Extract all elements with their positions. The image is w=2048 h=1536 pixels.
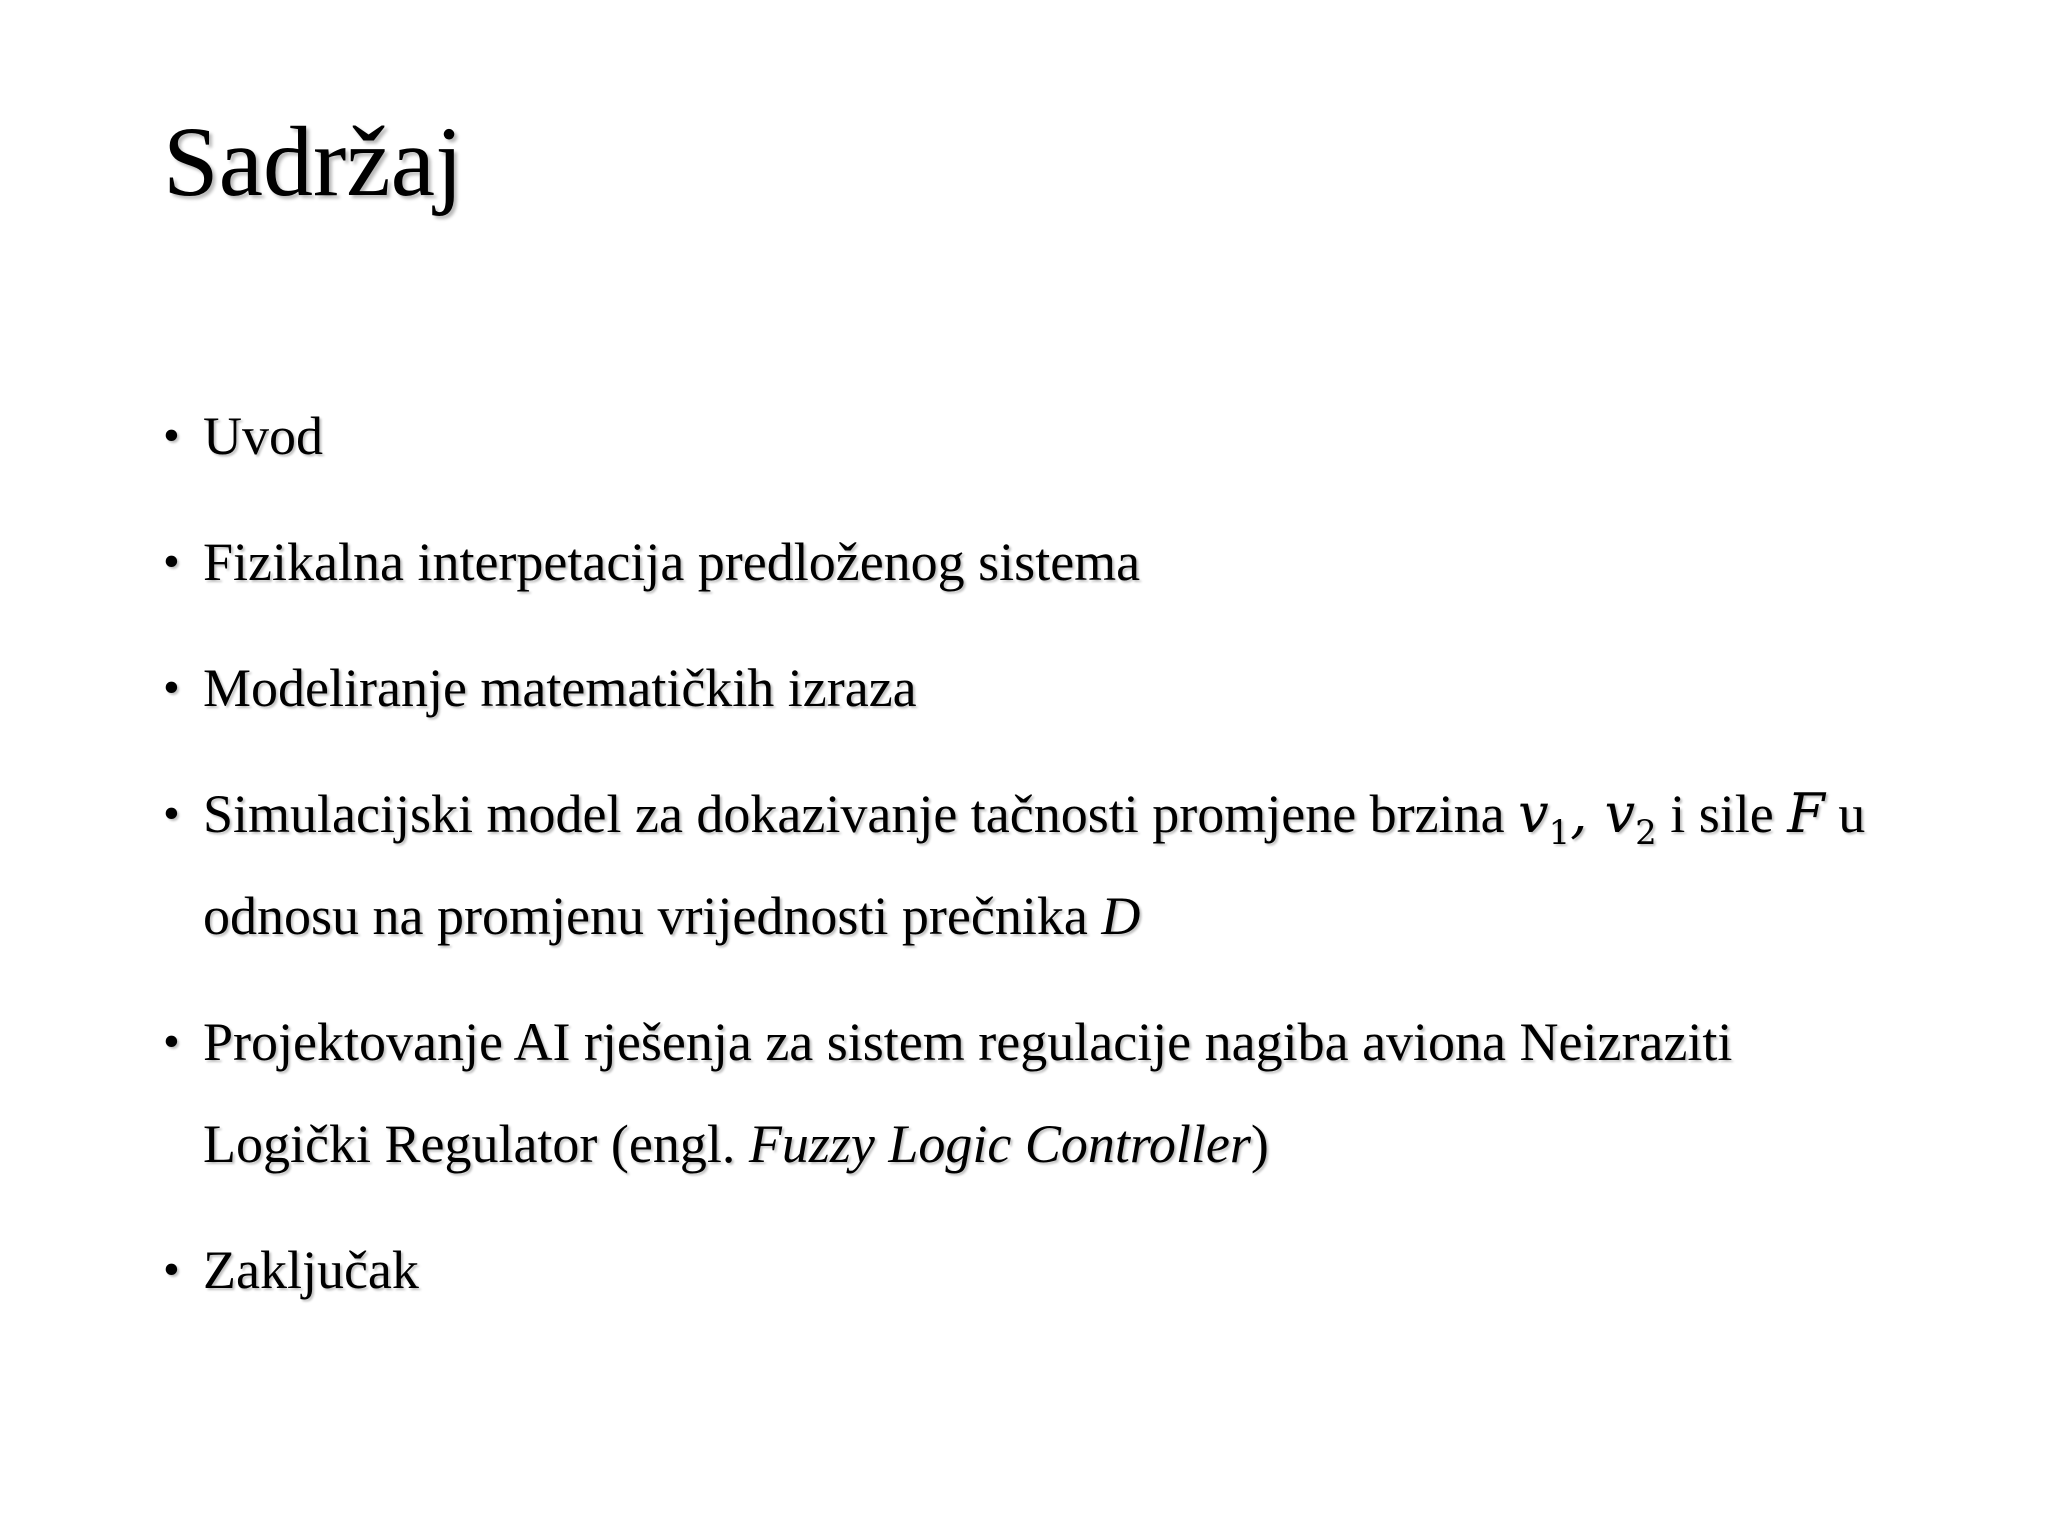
bullet-icon: • [163, 409, 180, 462]
list-item [163, 763, 1903, 967]
math-v1: $v_1$ [1518, 782, 1571, 853]
item-text: i sile [1656, 784, 1788, 844]
item-text: u odnosu na promjenu vrijednosti prečnika [203, 784, 1866, 946]
bullet-list [163, 385, 1903, 1345]
list-item [163, 637, 1903, 739]
math-comma: , [1570, 782, 1605, 845]
item-text: Zaključak [203, 1240, 419, 1300]
item-text: Projektovanje AI rješenja za sistem regulacije nagiba aviona Neizraziti Logički Regulator (engl. [203, 1012, 1733, 1174]
list-item [163, 991, 1903, 1195]
math-v2: $v_2$ [1604, 782, 1657, 853]
list-item [163, 385, 1903, 487]
bullet-icon: • [163, 661, 180, 714]
list-item [163, 511, 1903, 613]
list-item [163, 1219, 1903, 1321]
math-f: F [1787, 782, 1825, 845]
item-text: Uvod [203, 406, 323, 466]
math-d: D [1101, 886, 1141, 946]
bullet-icon: • [163, 1015, 180, 1068]
item-text: Modeliranje matematičkih izraza [203, 658, 917, 718]
item-text: Fizikalna interpetacija predloženog sistema [203, 532, 1141, 592]
bullet-icon: • [163, 1243, 180, 1296]
item-italic-text: Fuzzy Logic Controller [748, 1114, 1251, 1174]
slide-title: Sadržaj [163, 106, 463, 217]
bullet-icon: • [163, 787, 180, 840]
item-text: Simulacijski model za dokazivanje tačnosti promjene brzina [203, 784, 1519, 844]
item-text: ) [1250, 1114, 1269, 1174]
bullet-icon: • [163, 535, 180, 588]
